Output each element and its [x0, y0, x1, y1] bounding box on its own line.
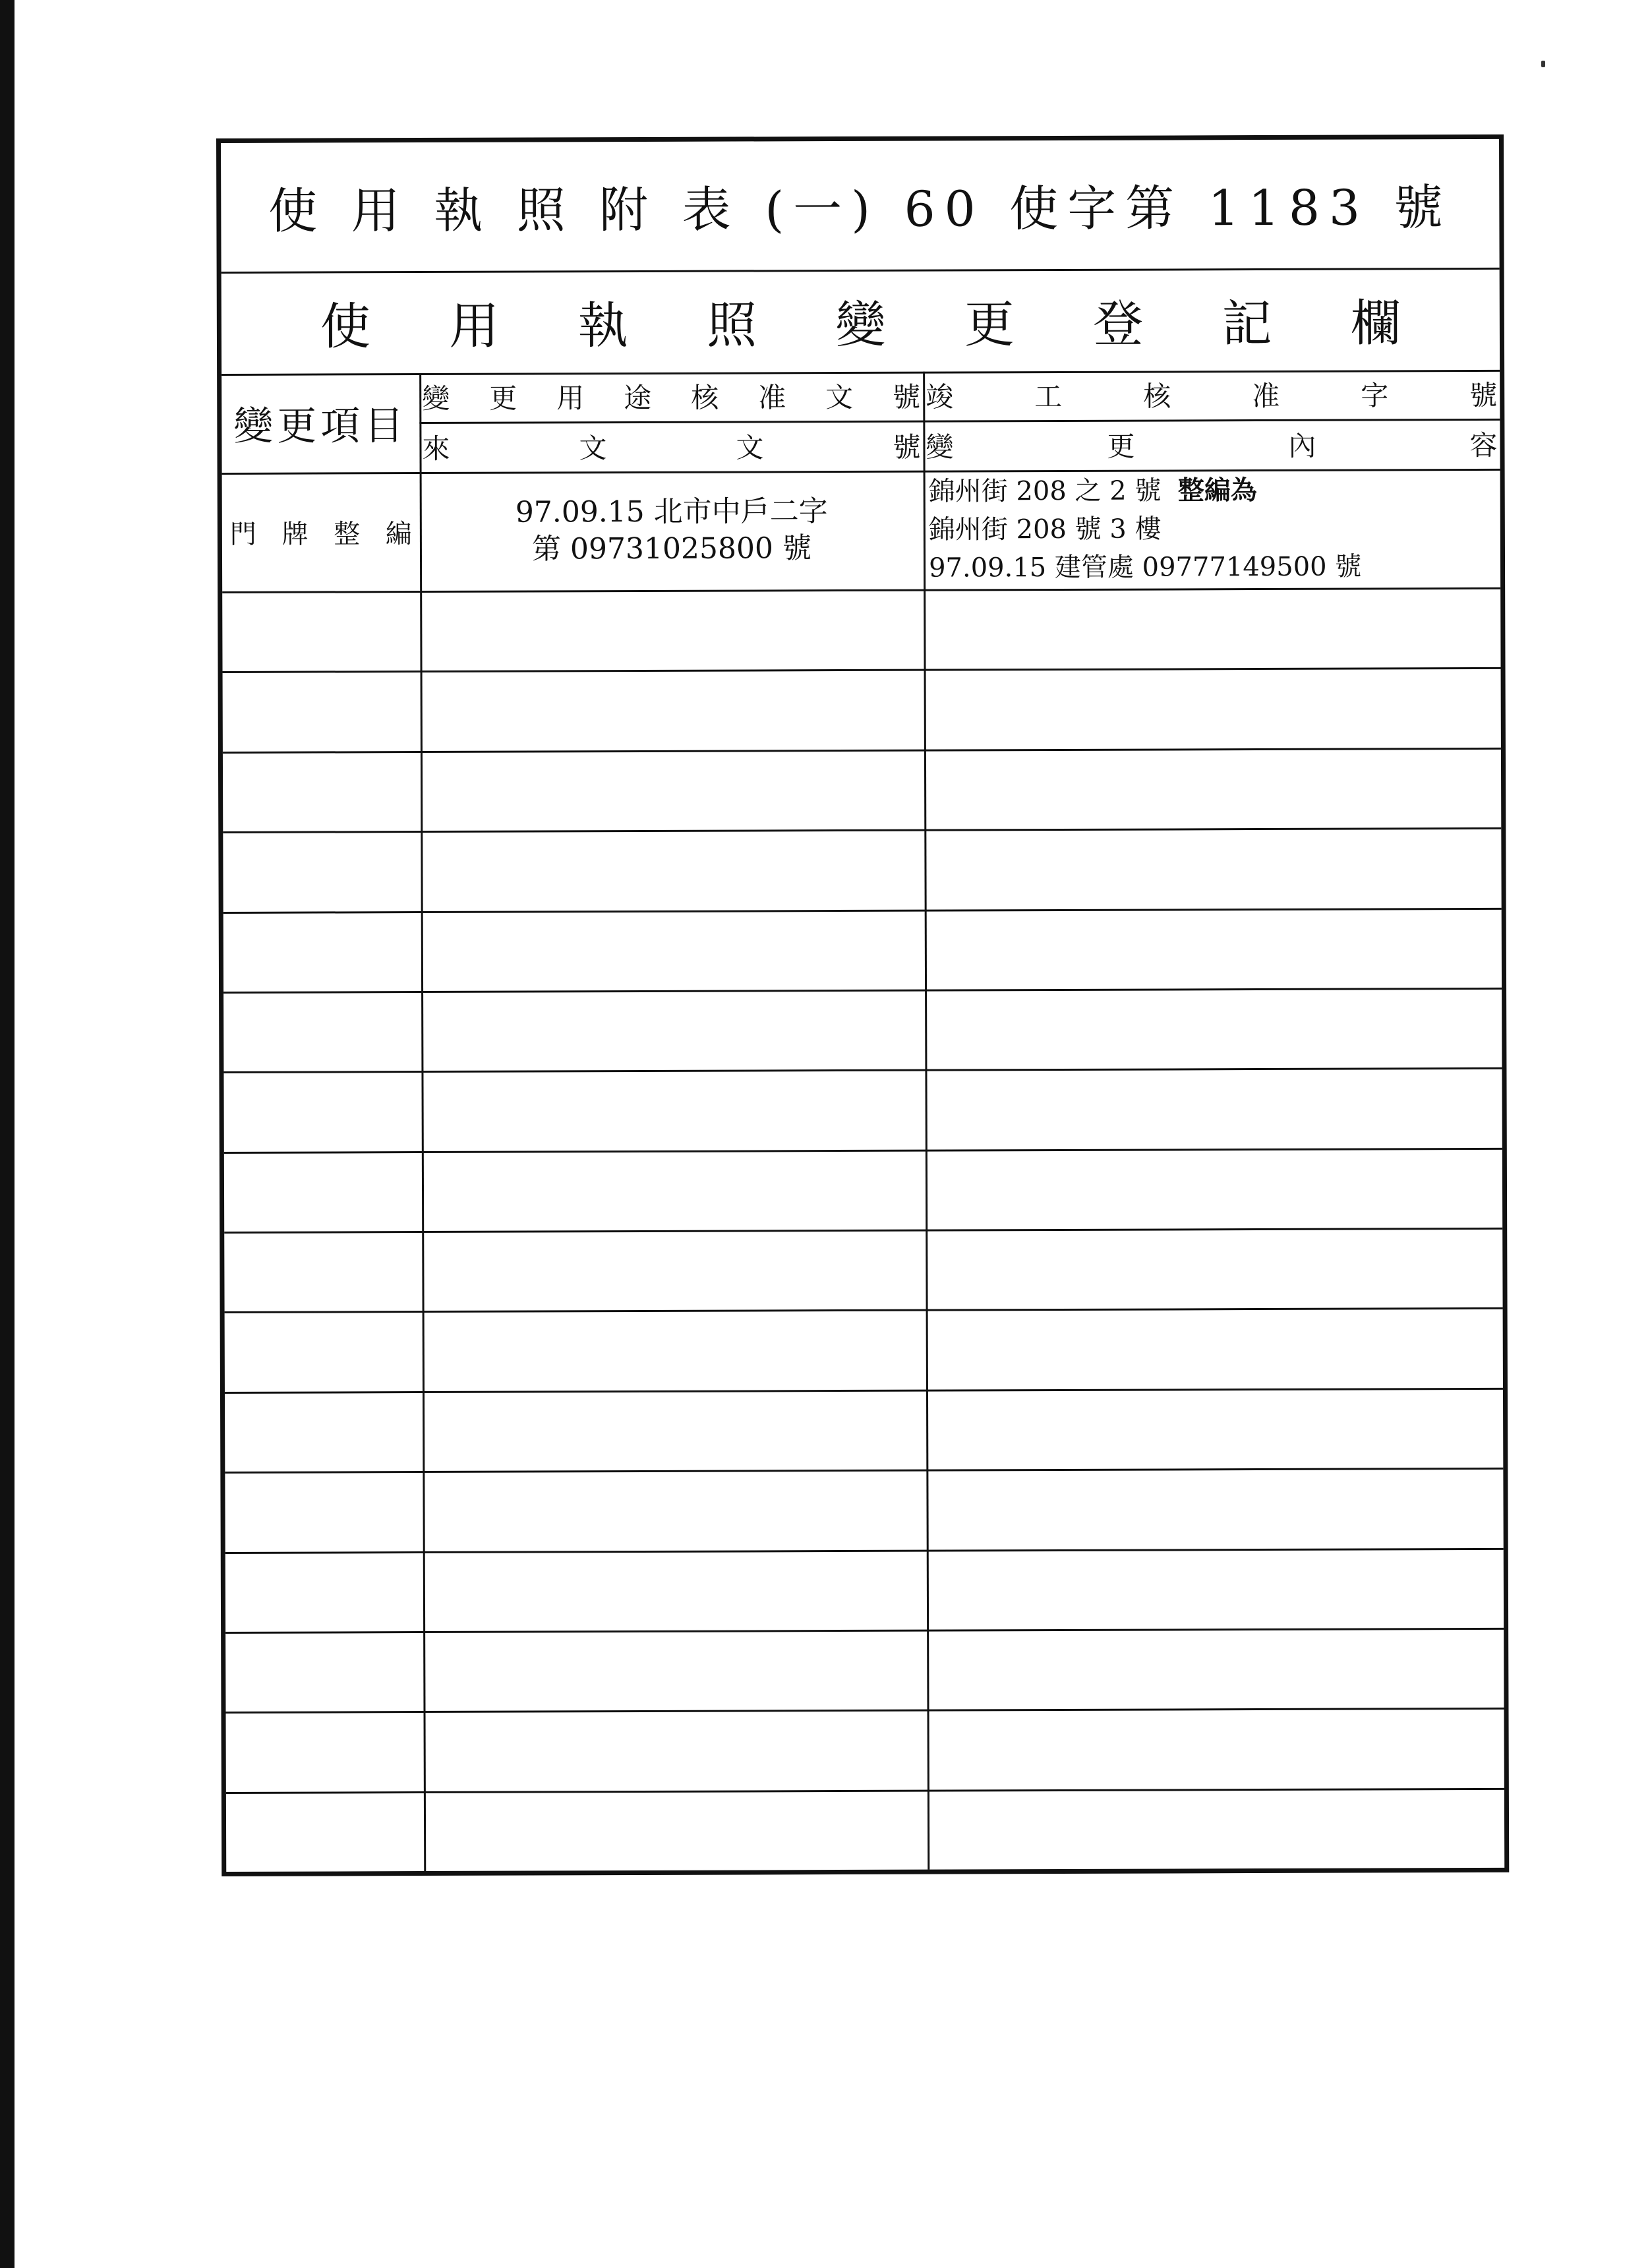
subtitle-char: 更 — [964, 295, 1015, 354]
approval-number-header — [419, 372, 923, 421]
row-divider — [223, 827, 1501, 833]
row-divider — [224, 1148, 1502, 1154]
header-char: 准 — [1252, 379, 1280, 413]
header-char: 竣 — [926, 380, 954, 413]
scan-edge — [0, 0, 15, 2268]
incoming-doc-cell — [420, 471, 924, 591]
subtitle-char: 登 — [1093, 294, 1144, 353]
row-divider — [223, 907, 1502, 913]
subtitle-char: 欄 — [1350, 293, 1401, 353]
subtitle-char: 執 — [577, 296, 628, 355]
form-subtitle — [320, 268, 1401, 373]
header-char: 來 — [422, 432, 450, 465]
header-char: 字 — [1361, 379, 1389, 412]
header-char: 號 — [893, 431, 921, 463]
header-char: 文 — [736, 431, 764, 464]
header-char: 更 — [489, 382, 517, 415]
row-divider — [224, 1228, 1502, 1234]
column-divider — [419, 373, 426, 1871]
row-divider — [223, 1067, 1502, 1073]
row-divider — [223, 667, 1501, 673]
change-line — [929, 471, 1500, 511]
change-line-text: 錦州街 208 之 2 號 — [928, 475, 1178, 507]
header-char: 准 — [758, 381, 786, 414]
incoming-doc-number-header — [419, 422, 923, 471]
form-subtitle-row — [221, 268, 1500, 374]
row-divider — [225, 1708, 1504, 1714]
row-divider — [225, 1468, 1503, 1474]
header-char: 變 — [926, 431, 954, 463]
row-divider — [226, 1787, 1504, 1793]
row-divider — [225, 1307, 1503, 1313]
subtitle-char: 記 — [1222, 293, 1272, 353]
header-char: 工 — [1034, 380, 1063, 413]
usage-license-form — [216, 134, 1509, 1876]
change-content-cell — [924, 469, 1501, 589]
subtitle-char: 照 — [706, 295, 757, 355]
completion-number-header — [923, 370, 1500, 419]
header-char: 核 — [691, 381, 719, 414]
form-title: 使 用 執 照 附 表 (一) 60 使字第 1183 號 — [268, 179, 1452, 240]
item-char: 門 — [229, 519, 256, 550]
row-divider — [223, 988, 1502, 994]
change-line: 錦州街 208 號 3 樓 — [928, 514, 1162, 545]
header-char: 內 — [1288, 429, 1316, 462]
row-divider — [225, 1547, 1504, 1553]
change-item-cell — [222, 472, 421, 591]
header-char: 容 — [1469, 429, 1498, 462]
scan-speck — [1541, 61, 1545, 67]
row-divider — [225, 1388, 1503, 1394]
subtitle-char: 變 — [835, 295, 886, 355]
header-char: 號 — [1469, 378, 1498, 412]
change-line-emphasis: 整編為 — [1177, 475, 1257, 506]
header-char: 號 — [893, 380, 921, 413]
doc-line: 97.09.15 北市中戶二字 — [515, 494, 828, 529]
change-content-header — [923, 420, 1500, 469]
row-divider — [225, 1628, 1504, 1634]
subtitle-char: 用 — [449, 296, 500, 355]
row-divider — [223, 748, 1501, 754]
header-char: 核 — [1143, 380, 1171, 413]
change-line: 97.09.15 建管處 09777149500 號 — [928, 551, 1362, 583]
item-char: 編 — [385, 518, 412, 549]
column-divider — [923, 372, 929, 1870]
item-char: 整 — [334, 518, 361, 549]
header-char: 途 — [624, 381, 652, 415]
header-char: 用 — [556, 382, 585, 415]
doc-line: 第 09731025800 號 — [531, 531, 811, 566]
header-char: 文 — [825, 380, 854, 414]
header-char: 文 — [579, 432, 607, 465]
header-char: 變 — [422, 382, 450, 415]
change-item-header: 變更項目 — [233, 403, 408, 450]
form-title-row — [221, 139, 1500, 272]
subtitle-char: 使 — [320, 297, 371, 356]
header-char: 更 — [1107, 430, 1135, 463]
item-char: 牌 — [281, 519, 309, 550]
